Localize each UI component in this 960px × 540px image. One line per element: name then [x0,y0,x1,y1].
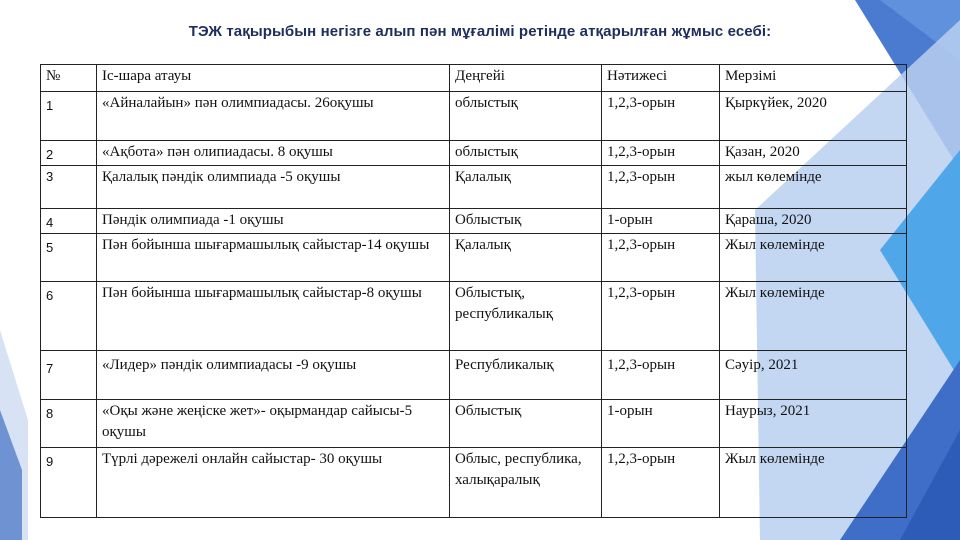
table-row [41,351,907,400]
row-date: Қазан, 2020 [720,141,907,166]
row-date: Наурыз, 2021 [720,400,907,448]
row-result: 1,2,3-орын [602,282,720,351]
table-row [41,92,907,141]
row-event: «Ақбота» пән олипиадасы. 8 оқушы [97,141,450,166]
header-result: Нәтижесі [602,65,720,92]
table-row [41,234,907,282]
header-event-name: Іс-шара атауы [97,65,450,92]
row-level: облыстық [450,92,602,141]
table-row [41,400,907,448]
row-date: Жыл көлемінде [720,234,907,282]
row-result: 1,2,3-орын [602,166,720,209]
row-date: Қараша, 2020 [720,209,907,234]
row-number: 4 [41,209,97,234]
header-date: Мерзімі [720,65,907,92]
row-number: 2 [41,141,97,166]
table-row [41,282,907,351]
page-title: ТЭЖ тақырыбын негізге алып пән мұғалімі ретінде атқарылған жұмыс есебі: [188,23,772,40]
row-date: Сәуір, 2021 [720,351,907,400]
row-level: Облыстық [450,400,602,448]
row-date: жыл көлемінде [720,166,907,209]
table-row [41,166,907,209]
row-date: Қыркүйек, 2020 [720,92,907,141]
table-header-row [41,65,907,92]
row-number: 1 [41,92,97,141]
row-result: 1-орын [602,209,720,234]
row-result: 1,2,3-орын [602,92,720,141]
row-level: Қалалық [450,166,602,209]
row-number: 9 [41,448,97,518]
report-table [40,64,907,518]
row-event: «Лидер» пәндік олимпиадасы -9 оқушы [97,351,450,400]
row-number: 7 [41,351,97,400]
row-result: 1,2,3-орын [602,141,720,166]
row-result: 1,2,3-орын [602,234,720,282]
row-event: Пәндік олимпиада -1 оқушы [97,209,450,234]
table-row [41,209,907,234]
row-level: Облыстық, республикалық [450,282,602,351]
row-result: 1-орын [602,400,720,448]
row-level: Қалалық [450,234,602,282]
row-date: Жыл көлемінде [720,448,907,518]
row-level: облыстық [450,141,602,166]
header-number: № [41,65,97,92]
row-event: Түрлі дәрежелі онлайн сайыстар- 30 оқушы [97,448,450,518]
row-level: Облыс, республика, халықаралық [450,448,602,518]
row-result: 1,2,3-орын [602,448,720,518]
row-event: «Айналайын» пән олимпиадасы. 26оқушы [97,92,450,141]
row-number: 8 [41,400,97,448]
row-level: Республикалық [450,351,602,400]
table-row [41,448,907,518]
row-level: Облыстық [450,209,602,234]
row-event: Қалалық пәндік олимпиада -5 оқушы [97,166,450,209]
row-event: «Оқы және жеңіске жет»- оқырмандар сайысы-5 оқушы [97,400,450,448]
row-number: 6 [41,282,97,351]
header-level: Деңгейі [450,65,602,92]
row-result: 1,2,3-орын [602,351,720,400]
row-event: Пән бойынша шығармашылық сайыстар-8 оқушы [97,282,450,351]
row-number: 3 [41,166,97,209]
row-number: 5 [41,234,97,282]
row-date: Жыл көлемінде [720,282,907,351]
table-row [41,141,907,166]
row-event: Пән бойынша шығармашылық сайыстар-14 оқушы [97,234,450,282]
